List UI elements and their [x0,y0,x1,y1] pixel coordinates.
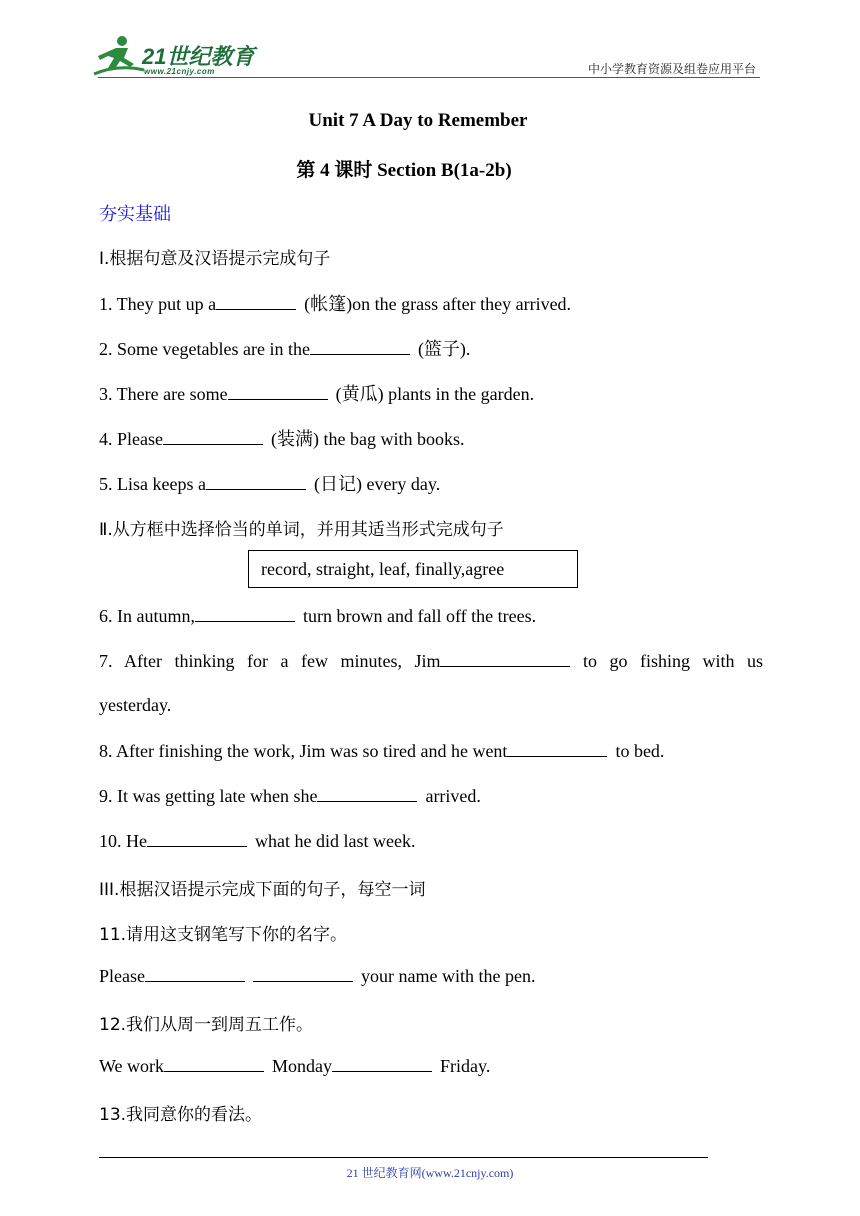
question-12: 12.我们从周一到周五工作。 [99,1015,314,1035]
runner-logo-icon [90,34,146,78]
question-2-stem: 2. Some vegetables are in the [99,339,310,359]
answer-blank[interactable] [310,338,410,355]
site-logo [90,34,260,78]
question-5-tail: (日记) every day. [313,474,441,494]
question-4-tail: (装满) the bag with books. [270,429,465,449]
answer-blank[interactable] [206,473,306,490]
question-11-tail: your name with the pen. [360,966,536,986]
question-10-stem: 10. He [99,831,147,851]
question-10 [99,830,415,852]
header-divider [98,77,760,78]
question-12-stem: We work [99,1056,165,1076]
question-1-tail: (帐篷)on the grass after they arrived. [304,294,572,314]
part1-instructions: I.根据句意及汉语提示完成句子 [99,249,331,269]
part2-instructions: Ⅱ.从方框中选择恰当的单词，并用其适当形式完成句子 [99,520,504,540]
worksheet-subtitle: 第 4 课时 Section B(1a-2b) [296,160,512,181]
question-9-tail: arrived. [425,786,481,806]
question-12-answer [99,1055,490,1077]
question-11-stem: Please [99,966,145,986]
question-5-stem: 5. Lisa keeps a [99,474,206,494]
question-2-tail: (篮子). [417,339,471,359]
page-header [90,30,760,80]
question-8-tail: to bed. [615,741,665,761]
question-4-stem: 4. Please [99,429,163,449]
question-3-stem: 3. There are some [99,384,228,404]
answer-blank[interactable] [440,650,570,667]
answer-blank[interactable] [147,830,247,847]
question-13: 13.我同意你的看法。 [99,1105,263,1125]
part3-instructions: III.根据汉语提示完成下面的句子，每空一词 [99,880,426,900]
question-7-tail: to go fishing with us [583,651,764,671]
logo-url: www.21cnjy.com [144,67,215,76]
question-12-tail: Friday. [440,1056,491,1076]
answer-blank[interactable] [332,1055,432,1072]
worksheet-title: Unit 7 A Day to Remember [308,110,528,131]
platform-name: 中小学教育资源及组卷应用平台 [587,62,756,76]
question-12-mid: Monday [272,1056,333,1076]
question-11-answer [99,965,535,987]
question-7-stem: 7. After thinking for a few minutes, Jim [99,651,441,671]
question-1 [99,290,571,316]
answer-blank[interactable] [145,965,245,982]
answer-blank[interactable] [163,428,263,445]
logo-text: 21世纪教育 [142,44,255,69]
question-3-tail: (黄瓜) plants in the garden. [335,384,535,404]
question-11: 11.请用这支钢笔写下你的名字。 [99,925,348,945]
question-9 [99,785,481,807]
question-6-tail: turn brown and fall off the trees. [303,606,537,626]
footer-divider [99,1157,708,1158]
question-9-stem: 9. It was getting late when she [99,786,318,806]
question-8-stem: 8. After finishing the work, Jim was so tired and he went [99,741,508,761]
question-4 [99,425,464,451]
question-3 [99,380,534,406]
answer-blank[interactable] [195,605,295,622]
answer-blank[interactable] [317,785,417,802]
question-2 [99,335,470,361]
footer-text: 21 世纪教育网(www.21cnjy.com) [346,1166,514,1180]
section-heading: 夯实基础 [99,204,171,225]
word-box: record, straight, leaf, finally,agree [248,550,578,588]
question-10-tail: what he did last week. [255,831,416,851]
answer-blank[interactable] [507,740,607,757]
answer-blank[interactable] [164,1055,264,1072]
question-5 [99,470,440,496]
question-8 [99,740,664,762]
question-6 [99,605,536,627]
answer-blank[interactable] [228,383,328,400]
question-7 [99,650,763,672]
question-7-continued: yesterday. [99,695,172,715]
answer-blank[interactable] [216,293,296,310]
question-6-stem: 6. In autumn, [99,606,195,626]
question-1-stem: 1. They put up a [99,294,217,314]
answer-blank[interactable] [253,965,353,982]
